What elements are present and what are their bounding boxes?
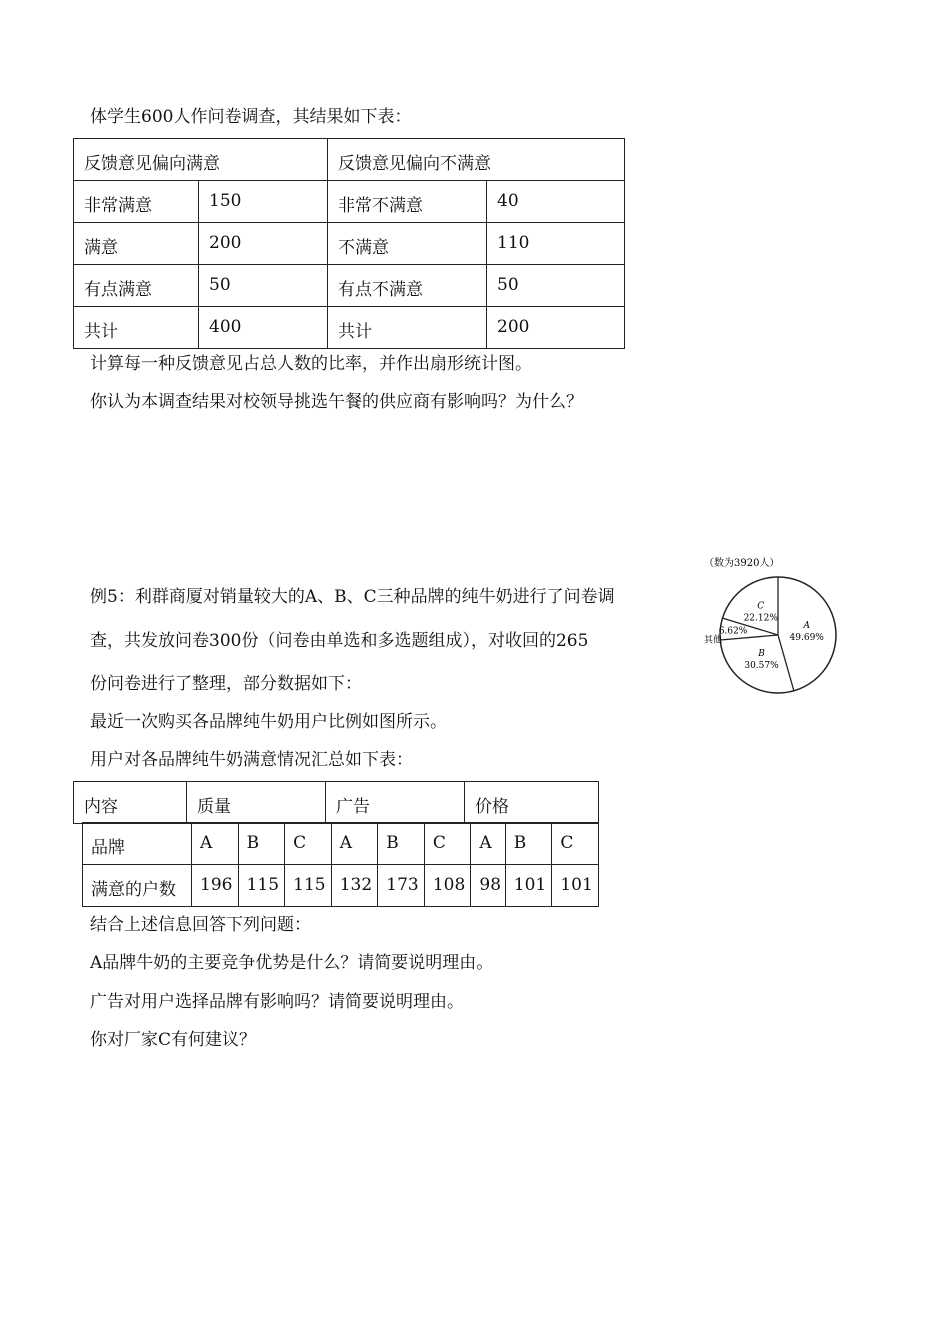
table-cell: 98 (471, 865, 505, 907)
table-header: 内容 (74, 782, 187, 824)
table-cell: 50 (199, 265, 328, 307)
table-cell: 115 (238, 865, 285, 907)
example-text: 用户对各品牌纯牛奶满意情况汇总如下表： (90, 750, 413, 770)
table-row (83, 823, 599, 865)
table-row (74, 181, 625, 223)
table-cell: 150 (199, 181, 328, 223)
table-row (74, 307, 625, 349)
table-cell: B (505, 823, 552, 865)
question-text: 结合上述信息回答下列问题： (90, 915, 311, 935)
pie-slice-B (778, 635, 794, 691)
table-cell: 非常满意 (74, 181, 199, 223)
table-cell: A (331, 823, 378, 865)
question-text: A品牌牛奶的主要竞争优势是什么？请简要说明理由。 (90, 953, 494, 973)
table-cell: C (424, 823, 471, 865)
question-text: 广告对用户选择品牌有影响吗？请简要说明理由。 (90, 992, 464, 1012)
table-cell: 400 (199, 307, 328, 349)
table-cell: 108 (424, 865, 471, 907)
table-cell: 不满意 (328, 223, 487, 265)
table-cell: 有点不满意 (328, 265, 487, 307)
table-header: 反馈意见偏向不满意 (328, 139, 625, 181)
table-cell: 101 (552, 865, 599, 907)
table-cell: B (378, 823, 425, 865)
pie-title: （数为3920人） (704, 558, 780, 569)
table-cell: 110 (487, 223, 625, 265)
table-cell: 品牌 (83, 823, 192, 865)
satisfaction-header-table (73, 781, 599, 824)
table-cell: 共计 (74, 307, 199, 349)
table-row (83, 865, 599, 907)
table-cell: 共计 (328, 307, 487, 349)
pie-slice-value: 22.12% (743, 613, 778, 624)
table-cell: 196 (192, 865, 239, 907)
intro-text: 体学生600人作问卷调查，其结果如下表： (90, 107, 412, 127)
table-cell: C (552, 823, 599, 865)
table-cell: 满意 (74, 223, 199, 265)
table-cell: 40 (487, 181, 625, 223)
pie-slice-name: A (803, 620, 810, 631)
table-header: 反馈意见偏向满意 (74, 139, 328, 181)
table-cell: 50 (487, 265, 625, 307)
table-header: 质量 (187, 782, 326, 824)
pie-slice-name: C (757, 601, 765, 612)
pie-slice-value: 6.62% (718, 626, 748, 637)
question-text: 你认为本调查结果对校领导挑选午餐的供应商有影响吗？为什么？ (90, 392, 583, 412)
table-cell: A (471, 823, 505, 865)
pie-slice-value: 49.69% (789, 632, 824, 643)
table-cell: 200 (199, 223, 328, 265)
question-text: 你对厂家C有何建议？ (90, 1030, 257, 1050)
table-cell: C (285, 823, 332, 865)
example-text: 例5：利群商厦对销量较大的A、B、C三种品牌的纯牛奶进行了问卷调 (90, 587, 615, 607)
pie-slice-name: 其他 (703, 635, 722, 646)
satisfaction-table (82, 822, 599, 907)
table-row (74, 223, 625, 265)
pie-slice-name: B (758, 648, 765, 659)
feedback-table (73, 138, 625, 349)
table-cell: 115 (285, 865, 332, 907)
table-cell: 非常不满意 (328, 181, 487, 223)
table-cell: 101 (505, 865, 552, 907)
pie-slice-value: 30.57% (744, 660, 779, 671)
example-text: 份问卷进行了整理，部分数据如下： (90, 674, 362, 694)
question-text: 计算每一种反馈意见占总人数的比率，并作出扇形统计图。 (90, 354, 532, 374)
table-cell: 132 (331, 865, 378, 907)
example-text: 最近一次购买各品牌纯牛奶用户比例如图所示。 (90, 712, 447, 732)
table-cell: 173 (378, 865, 425, 907)
table-cell: 有点满意 (74, 265, 199, 307)
example-text: 查，共发放问卷300份（问卷由单选和多选题组成），对收回的265 (90, 631, 589, 651)
table-header: 广告 (326, 782, 465, 824)
table-cell: 满意的户数 (83, 865, 192, 907)
table-header: 价格 (465, 782, 599, 824)
table-cell: A (192, 823, 239, 865)
brand-pie-chart (700, 555, 850, 700)
table-cell: B (238, 823, 285, 865)
table-row (74, 265, 625, 307)
table-cell: 200 (487, 307, 625, 349)
